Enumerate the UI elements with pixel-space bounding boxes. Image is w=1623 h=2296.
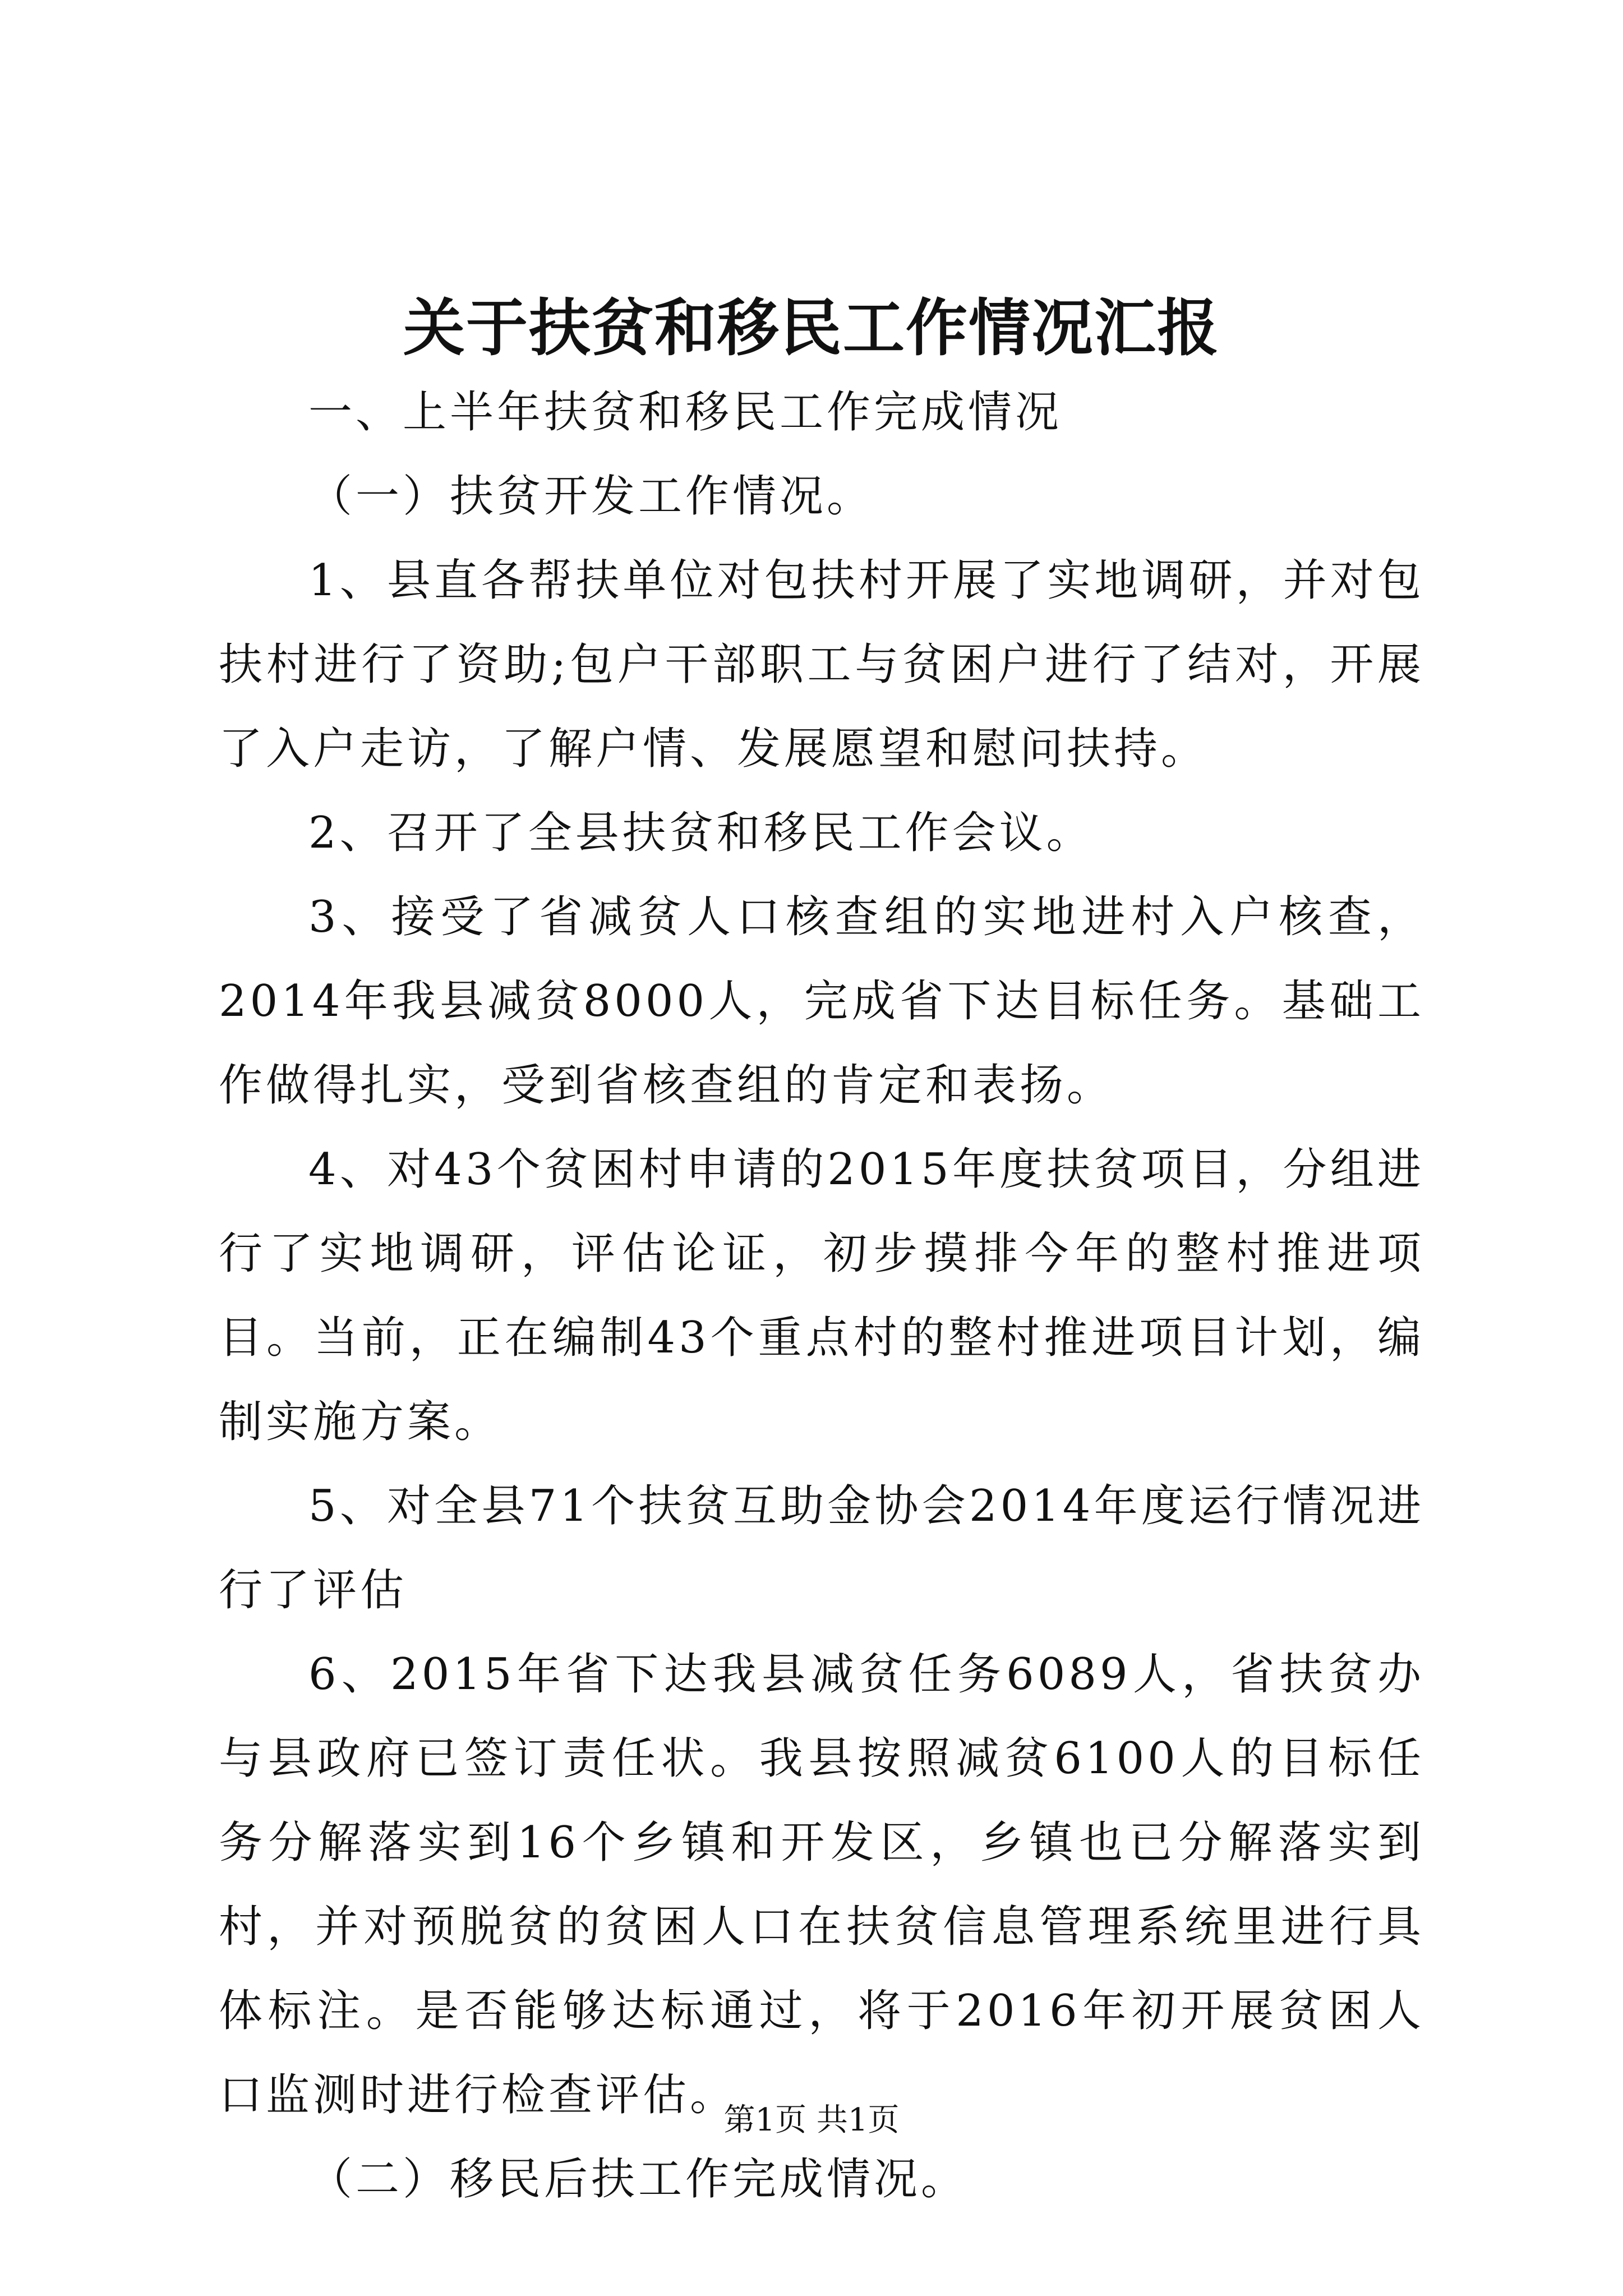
subsection-heading-2: （二）移民后扶工作完成情况。 xyxy=(308,2154,969,2205)
paragraph-item-5: 5、对全县71个扶贫互助金协会2014年度运行情况进行了评估 xyxy=(219,1481,1424,1616)
section-heading: 一、上半年扶贫和移民工作完成情况 xyxy=(308,387,1063,438)
paragraph-item-3: 3、接受了省减贫人口核查组的实地进村入户核查，2014年我县减贫8000人，完成省下达目标任务。基础工作做得扎实，受到省核查组的肯定和表扬。 xyxy=(219,892,1424,1111)
document-body xyxy=(219,370,1424,2221)
paragraph-item-4: 4、对43个贫困村申请的2015年度扶贫项目，分组进行了实地调研，评估论证，初步摸排今年的整村推进项目。当前，正在编制43个重点村的整村推进项目计划，编制实施方案。 xyxy=(219,1144,1424,1447)
paragraph-item-2: 2、召开了全县扶贫和移民工作会议。 xyxy=(308,808,1094,858)
document-title: 关于扶贫和移民工作情况汇报 xyxy=(403,292,1220,364)
page-footer: 第1页 共1页 xyxy=(723,2102,900,2138)
subsection-heading: （一）扶贫开发工作情况。 xyxy=(308,471,874,522)
paragraph-item-1: 1、县直各帮扶单位对包扶村开展了实地调研，并对包扶村进行了资助;包户干部职工与贫困户进行了结对，开展了入户走访，了解户情、发展愿望和慰问扶持。 xyxy=(219,555,1424,774)
paragraph-item-6: 6、2015年省下达我县减贫任务6089人，省扶贫办与县政府已签订责任状。我县按照减贫6100人的目标任务分解落实到16个乡镇和开发区，乡镇也已分解落实到村，并对预脱贫的贫困人口在扶贫信息管理系统里进行具体标注。是否能够达标通过，将于2016年初开展贫困人口监测时进行检查评估。 xyxy=(219,1649,1424,2120)
